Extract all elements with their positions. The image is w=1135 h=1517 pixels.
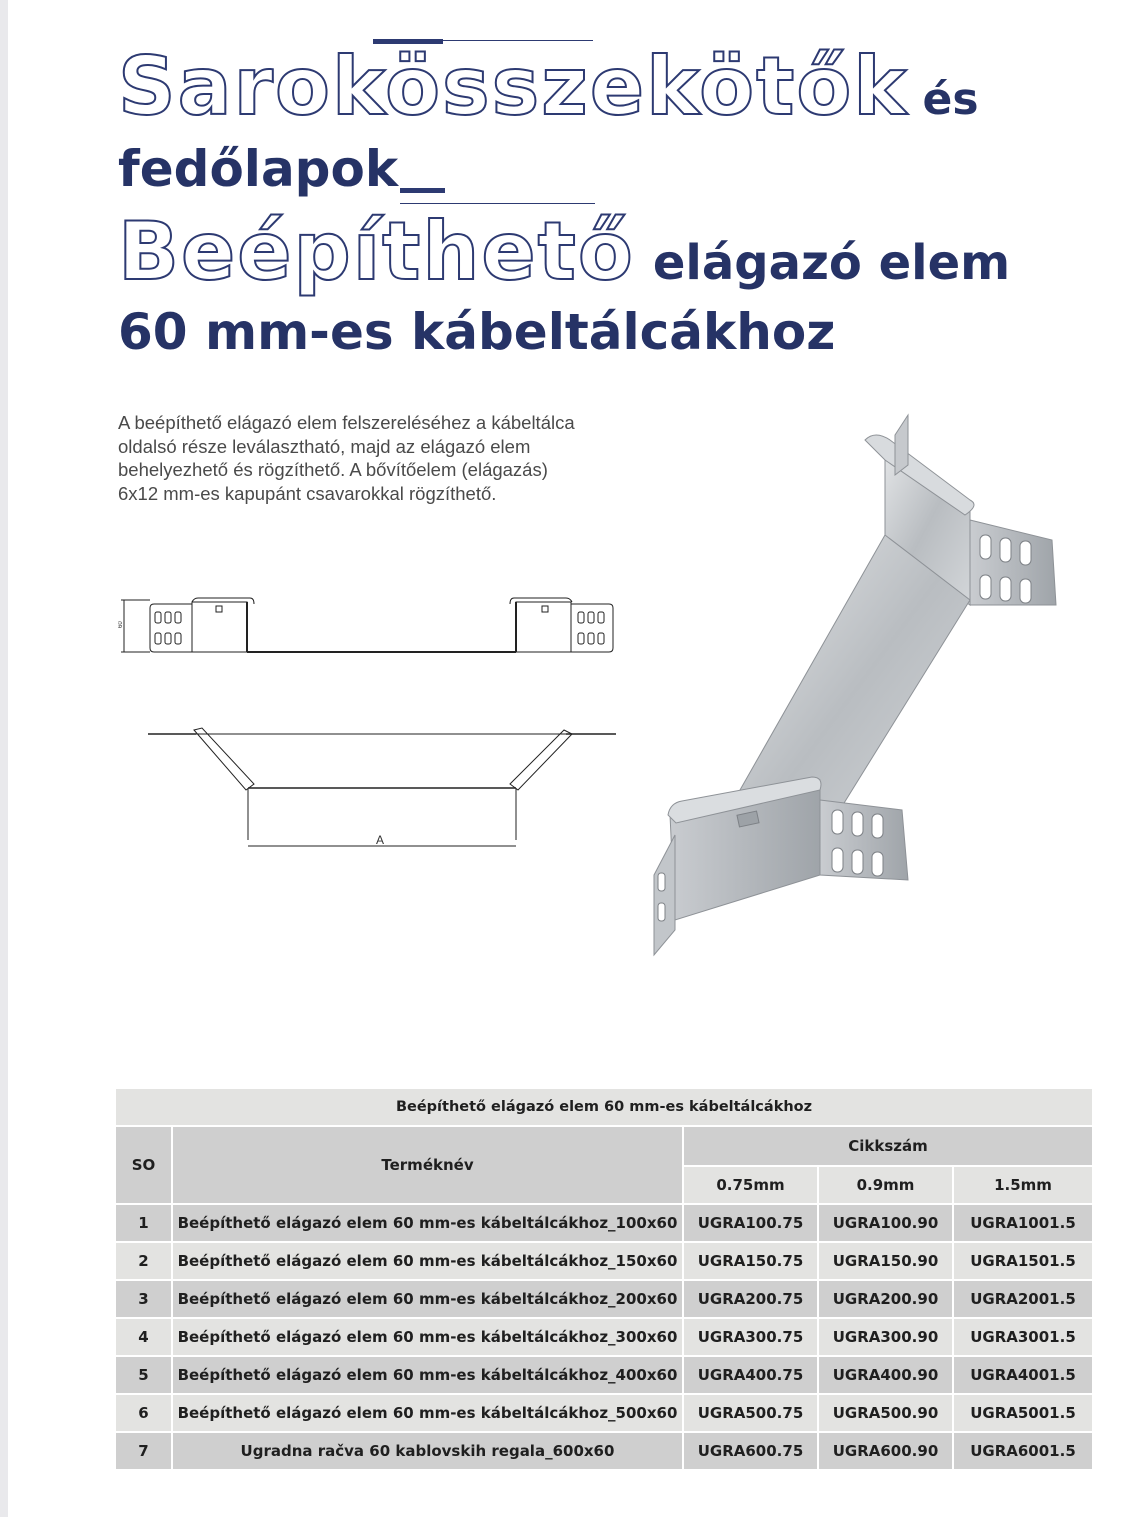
table-row [115, 1394, 1093, 1432]
row-code-075: UGRA400.75 [683, 1356, 818, 1394]
side-view-drawing [118, 592, 623, 662]
title-line-1 [118, 40, 979, 133]
title-bar-mid [400, 188, 445, 193]
row-name: Beépíthető elágazó elem 60 mm-es kábeltálcákhoz_200x60 [172, 1280, 683, 1318]
row-code-075: UGRA600.75 [683, 1432, 818, 1470]
table-row [115, 1280, 1093, 1318]
row-code-075: UGRA200.75 [683, 1280, 818, 1318]
header-code: Cikkszám [683, 1126, 1093, 1166]
header-so: SO [115, 1126, 172, 1204]
row-code-15: UGRA6001.5 [953, 1432, 1093, 1470]
row-so: 7 [115, 1432, 172, 1470]
row-code-15: UGRA4001.5 [953, 1356, 1093, 1394]
table-row [115, 1204, 1093, 1242]
title-line-3 [118, 205, 1010, 298]
spec-table [114, 1087, 1094, 1471]
header-size-15: 1.5mm [953, 1166, 1093, 1204]
row-so: 3 [115, 1280, 172, 1318]
row-name: Ugradna račva 60 kablovskih regala_600x60 [172, 1432, 683, 1470]
row-name: Beépíthető elágazó elem 60 mm-es kábeltálcákhoz_500x60 [172, 1394, 683, 1432]
row-name: Beépíthető elágazó elem 60 mm-es kábeltálcákhoz_300x60 [172, 1318, 683, 1356]
row-code-075: UGRA300.75 [683, 1318, 818, 1356]
row-code-09: UGRA100.90 [818, 1204, 953, 1242]
title-suffix-3: elágazó elem [652, 235, 1011, 291]
table-row [115, 1432, 1093, 1470]
title-line-2: fedőlapok [118, 140, 399, 198]
row-name: Beépíthető elágazó elem 60 mm-es kábeltálcákhoz_150x60 [172, 1242, 683, 1280]
table-header-row [115, 1126, 1093, 1166]
row-code-075: UGRA100.75 [683, 1204, 818, 1242]
title-outline-word-1: Sarokösszekötők [118, 40, 909, 133]
row-name: Beépíthető elágazó elem 60 mm-es kábeltálcákhoz_400x60 [172, 1356, 683, 1394]
table-caption: Beépíthető elágazó elem 60 mm-es kábeltálcákhoz [115, 1088, 1093, 1126]
description-text: A beépíthető elágazó elem felszereléséhez a kábeltálca oldalsó része leválasztható, majd az elágazó elem behelyezhető és rögzíthető. A bővítőelem (elágazás) 6x12 mm-es kapupánt csavarokkal rögzíthető. [118, 412, 575, 504]
header-size-09: 0.9mm [818, 1166, 953, 1204]
row-code-09: UGRA200.90 [818, 1280, 953, 1318]
row-so: 4 [115, 1318, 172, 1356]
row-code-075: UGRA150.75 [683, 1242, 818, 1280]
title-outline-word-3: Beépíthető [118, 205, 635, 298]
row-name: Beépíthető elágazó elem 60 mm-es kábeltálcákhoz_100x60 [172, 1204, 683, 1242]
table-row [115, 1242, 1093, 1280]
table-row [115, 1318, 1093, 1356]
title-suffix-1: és [922, 74, 979, 125]
height-label: 60 [118, 621, 124, 628]
table-row [115, 1356, 1093, 1394]
top-view-drawing [146, 722, 621, 857]
row-so: 5 [115, 1356, 172, 1394]
header-size-075: 0.75mm [683, 1166, 818, 1204]
page-edge [0, 0, 8, 1517]
row-code-15: UGRA1501.5 [953, 1242, 1093, 1280]
row-so: 2 [115, 1242, 172, 1280]
row-code-15: UGRA1001.5 [953, 1204, 1093, 1242]
header-name: Terméknév [172, 1126, 683, 1204]
row-code-15: UGRA3001.5 [953, 1318, 1093, 1356]
row-code-09: UGRA150.90 [818, 1242, 953, 1280]
row-so: 1 [115, 1204, 172, 1242]
row-code-15: UGRA5001.5 [953, 1394, 1093, 1432]
title-rule-mid [400, 203, 595, 204]
row-so: 6 [115, 1394, 172, 1432]
row-code-15: UGRA2001.5 [953, 1280, 1093, 1318]
title-line-4: 60 mm-es kábeltálcákhoz [118, 303, 836, 361]
row-code-09: UGRA600.90 [818, 1432, 953, 1470]
row-code-09: UGRA400.90 [818, 1356, 953, 1394]
row-code-09: UGRA500.90 [818, 1394, 953, 1432]
width-label: A [375, 833, 385, 847]
product-image [640, 405, 1070, 965]
row-code-075: UGRA500.75 [683, 1394, 818, 1432]
table-caption-row [115, 1088, 1093, 1126]
row-code-09: UGRA300.90 [818, 1318, 953, 1356]
